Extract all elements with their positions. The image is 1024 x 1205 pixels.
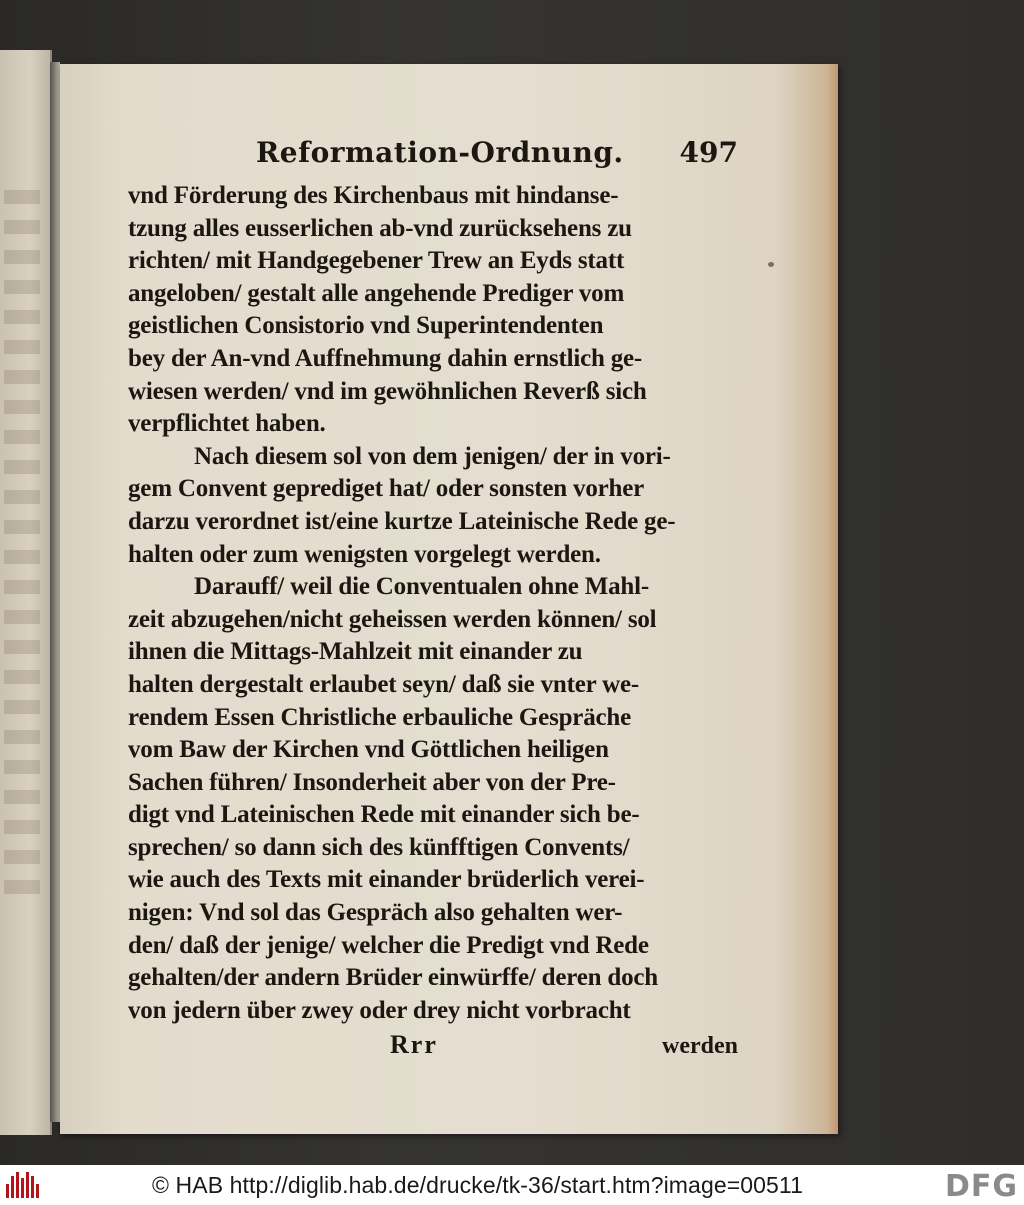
paper-speck	[768, 262, 774, 267]
text-line: ihnen die Mittags-Mahlzeit mit einander zu	[128, 638, 583, 666]
hab-logo-icon	[6, 1172, 40, 1198]
text-line: zeit abzugehen/nicht geheissen werden können/ sol	[128, 605, 657, 633]
text-line: halten dergestalt erlaubet seyn/ daß sie vnter we-	[128, 670, 640, 698]
dfg-logo: DFG	[944, 1169, 1018, 1204]
text-line: Sachen führen/ Insonderheit aber von der Pre-	[128, 768, 616, 796]
text-line: sprechen/ so dann sich des künfftigen Convents/	[128, 833, 630, 861]
footer-source-link[interactable]: © HAB http://diglib.hab.de/drucke/tk-36/start.htm?image=00511	[152, 1171, 804, 1198]
page-gutter	[50, 62, 60, 1122]
text-line: gehalten/der andern Brüder einwürffe/ deren doch	[128, 964, 658, 992]
text-line: wie auch des Texts mit einander brüderlich verei-	[128, 866, 645, 894]
footer-bar	[0, 1165, 1024, 1205]
text-line: darzu verordnet ist/eine kurtze Lateinische Rede ge-	[128, 507, 676, 535]
text-line: nigen: Vnd sol das Gespräch also gehalten wer-	[128, 899, 623, 927]
text-line: geistlichen Consistorio vnd Superintendenten	[128, 312, 604, 340]
text-line: bey der An-vnd Auffnehmung dahin ernstlich ge-	[128, 344, 643, 372]
running-head	[128, 136, 738, 180]
signature-line	[128, 1027, 738, 1063]
book-page	[60, 64, 838, 1134]
text-line: gem Convent geprediget hat/ oder sonsten vorher	[128, 475, 645, 503]
facing-page-edge	[0, 50, 52, 1135]
text-line: tzung alles eusserlichen ab-vnd zurücksehens zu	[128, 214, 632, 242]
printer-signature: Rrr	[390, 1030, 438, 1060]
catchword: werden	[662, 1033, 738, 1060]
page-number: 497	[679, 136, 738, 169]
text-line: von jedern über zwey oder drey nicht vorbracht	[128, 996, 631, 1024]
text-line: angeloben/ gestalt alle angehende Prediger vom	[128, 279, 625, 307]
text-line: rendem Essen Christliche erbauliche Gespräche	[128, 703, 631, 731]
facing-page-text-bleed	[4, 190, 40, 910]
paragraph-start-line: Nach diesem sol von dem jenigen/ der in vori-	[194, 442, 671, 470]
running-title: Reformation-Ordnung.	[256, 136, 624, 169]
text-line: den/ daß der jenige/ welcher die Predigt vnd Rede	[128, 931, 649, 959]
text-line: verpflichtet haben.	[128, 410, 326, 438]
paragraph-start-line: Darauff/ weil die Conventualen ohne Mahl-	[194, 573, 649, 601]
text-line: wiesen werden/ vnd im gewöhnlichen Reverß sich	[128, 377, 647, 405]
page-text-block	[128, 136, 738, 1063]
text-line: vnd Förderung des Kirchenbaus mit hindanse-	[128, 182, 619, 209]
text-line: vom Baw der Kirchen vnd Göttlichen heiligen	[128, 736, 609, 764]
text-line: digt vnd Lateinischen Rede mit einander sich be-	[128, 801, 640, 829]
text-line: richten/ mit Handgegebener Trew an Eyds statt	[128, 247, 625, 275]
text-line: halten oder zum wenigsten vorgelegt werden.	[128, 540, 601, 568]
page-edge-shading	[828, 64, 838, 1134]
